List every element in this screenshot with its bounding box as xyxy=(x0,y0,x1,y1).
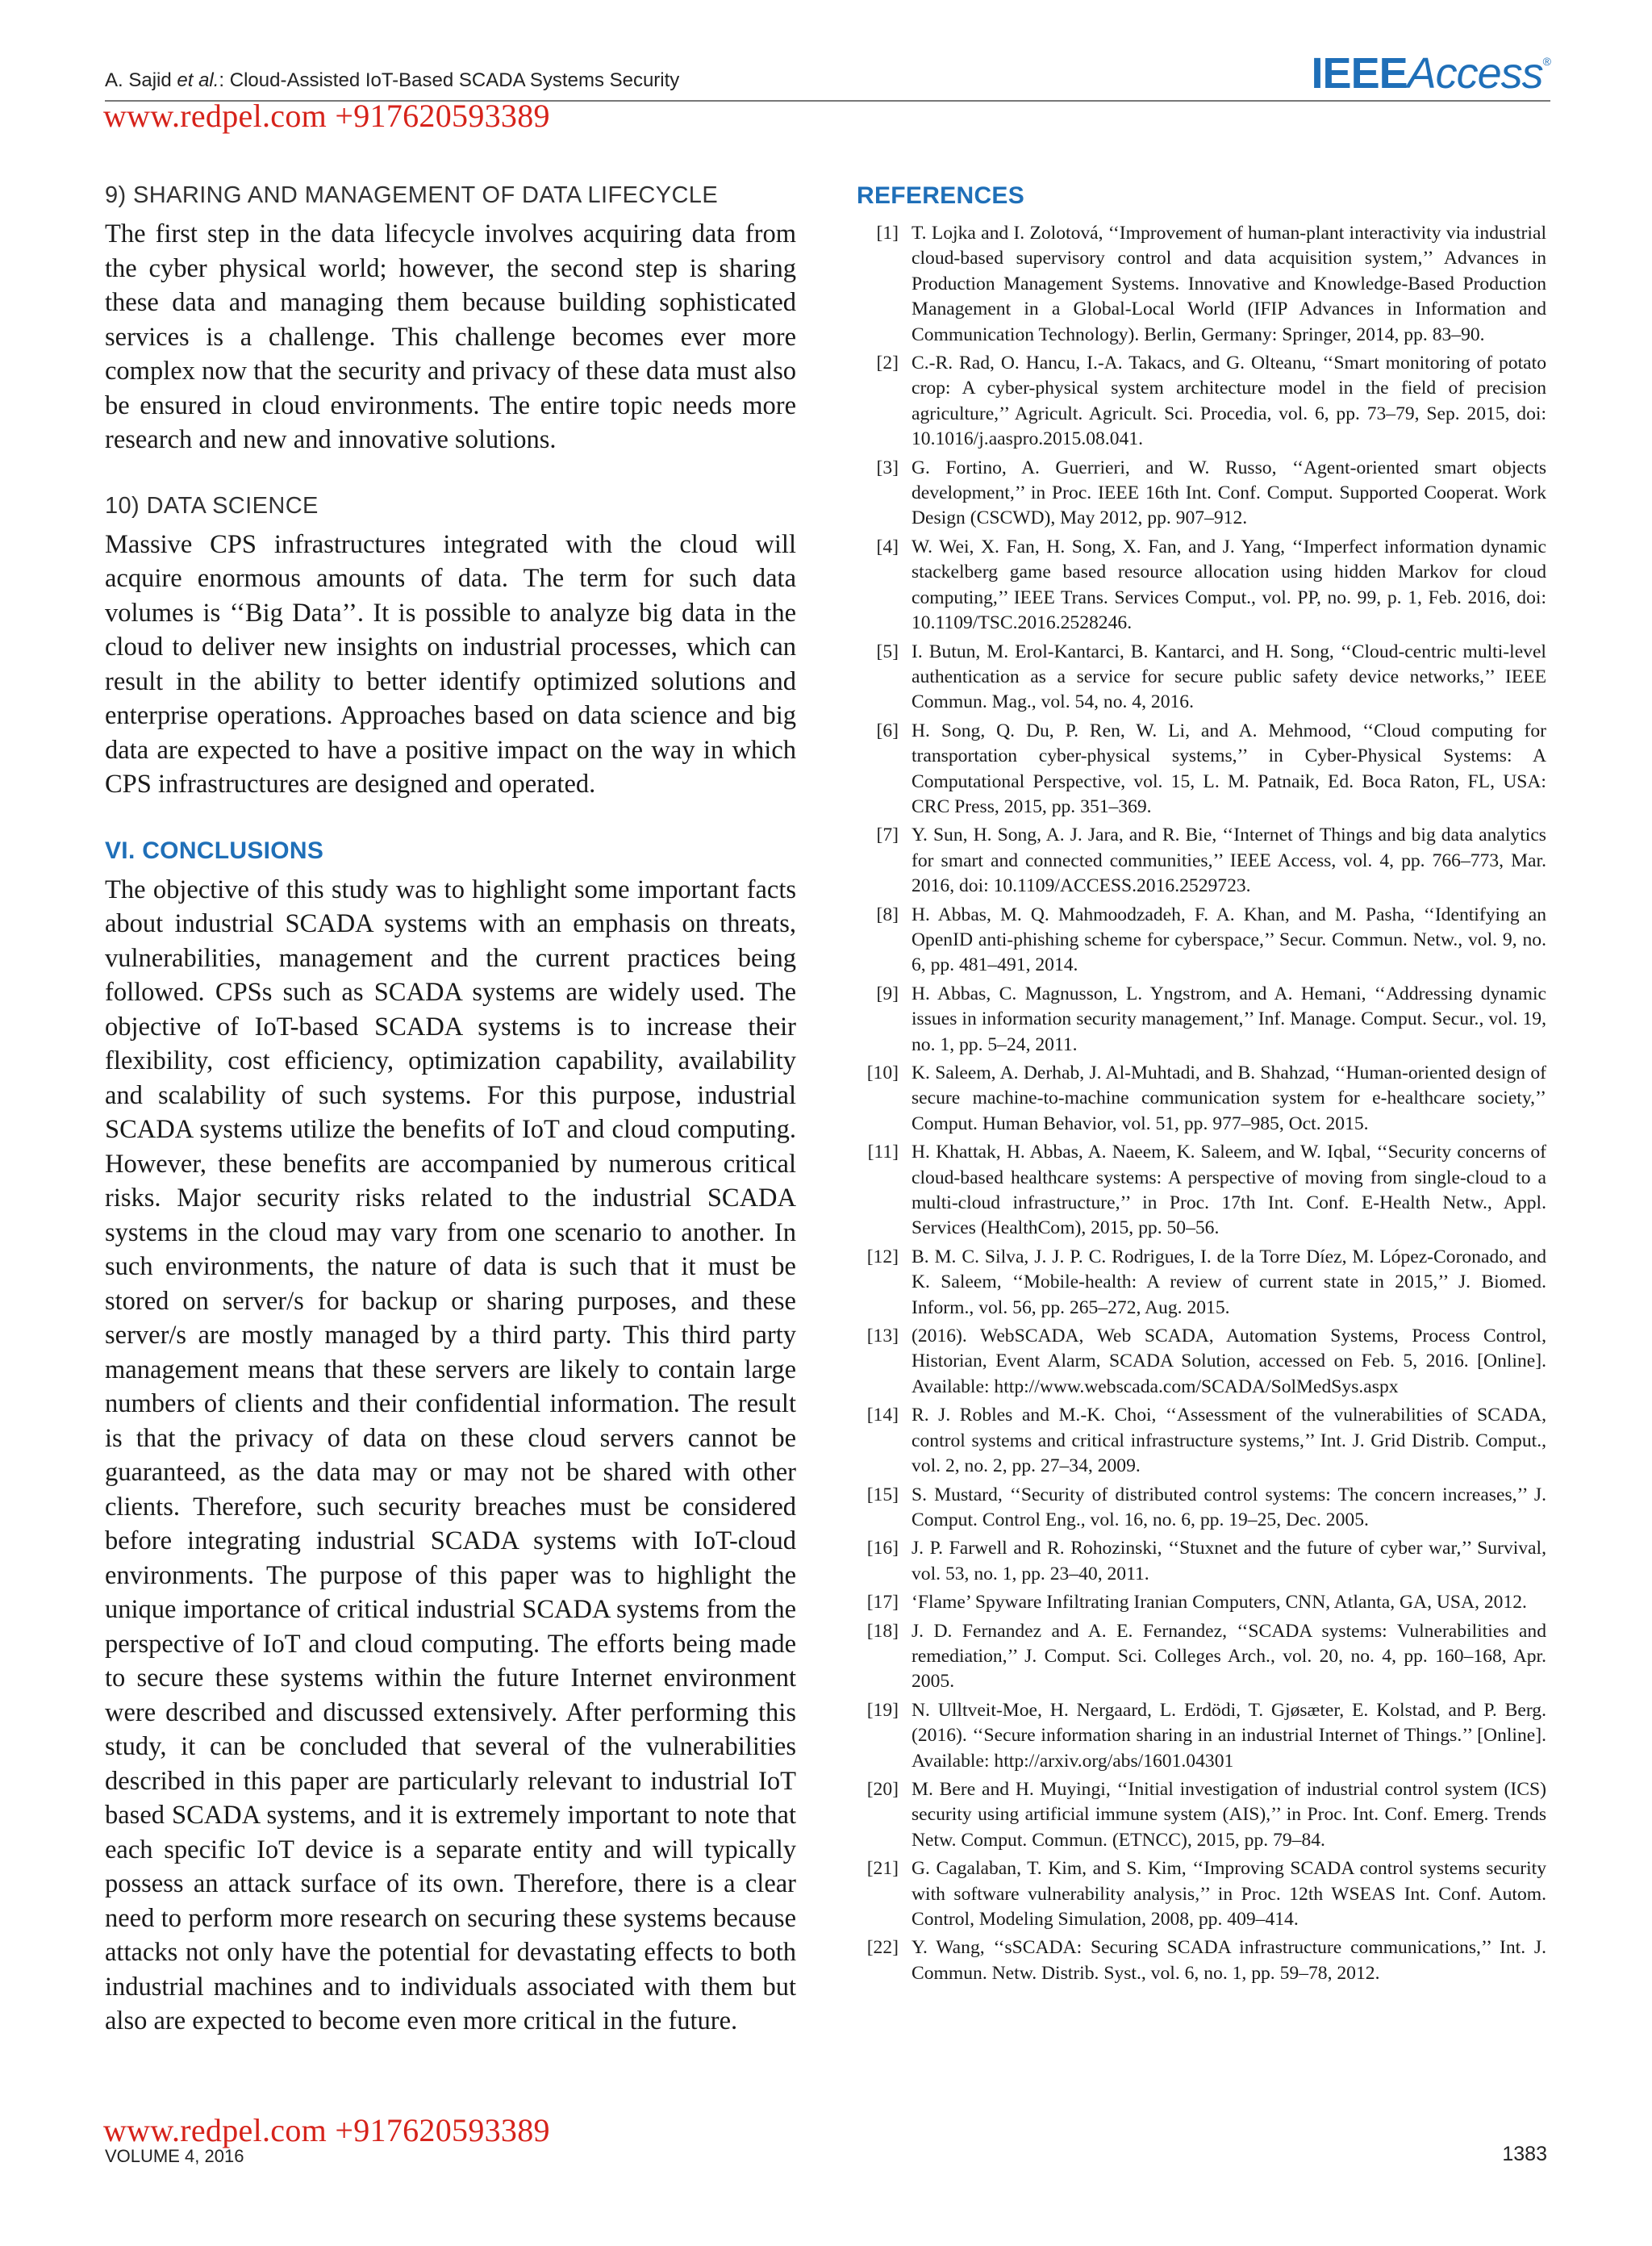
reference-item xyxy=(857,535,1546,637)
conclusions-heading: VI. CONCLUSIONS xyxy=(105,837,324,864)
footer-volume: VOLUME 4, 2016 xyxy=(105,2146,244,2166)
reference-text: K. Saleem, A. Derhab, J. Al-Muhtadi, and B. Shahzad, ‘‘Human-oriented design of secure machine-to-machine communication system for e-healthcare society,’’ Comput. Human Behavior, vol. 51, pp. 977–985, Oct. 2015. xyxy=(912,1062,1546,1134)
reference-text: Y. Wang, ‘‘sSCADA: Securing SCADA infrastructure communications,’’ Int. J. Commun. Netw. Distrib. Syst., vol. 6, no. 1, pp. 59–78, 2012. xyxy=(912,1937,1546,1984)
reference-number: [2] xyxy=(876,353,899,374)
reference-text: I. Butun, M. Erol-Kantarci, B. Kantarci, and H. Song, ‘‘Cloud-centric multi-level authentication as a service for secure public safety device networks,’’ IEEE Commun. Mag., vol. 54, no. 4, 2016. xyxy=(912,641,1546,713)
reference-number: [19] xyxy=(866,1699,899,1721)
reference-text: S. Mustard, ‘‘Security of distributed control systems: The concern increases,’’ J. Comput. Control Eng., vol. 16, no. 6, pp. 19–25, Dec. 2005. xyxy=(912,1484,1546,1530)
reference-item xyxy=(857,1536,1546,1587)
logo-access-text: Access xyxy=(1407,49,1543,98)
reference-item xyxy=(857,1935,1546,1986)
reference-text: T. Lojka and I. Zolotová, ‘‘Improvement of human-plant interactivity via industrial cloud-based supervisory control and data acquisition system,’’ Advances in Production Management Systems. Innovative and Knowledge-Based Production Management in a Global-Local World (IFIP Advances in Information and Communication Technology). Berlin, Germany: Springer, 2014, pp. 83–90. xyxy=(912,223,1546,345)
reference-number: [17] xyxy=(866,1592,899,1614)
reference-item xyxy=(857,1324,1546,1400)
reference-item xyxy=(857,823,1546,899)
reference-item xyxy=(857,1245,1546,1321)
reference-text: N. Ulltveit-Moe, H. Nergaard, L. Erdödi, T. Gjøsæter, E. Kolstad, and P. Berg. (2016). ‘‘Secure information sharing in an industrial Internet of Things.’’ [Online]. Available: http://arxiv.org/abs/1601.04301 xyxy=(912,1699,1546,1772)
left-column xyxy=(105,182,796,2039)
reference-number: [14] xyxy=(866,1405,899,1426)
reference-item xyxy=(857,1483,1546,1534)
ieee-access-logo xyxy=(1312,48,1550,98)
reference-text: (2016). WebSCADA, Web SCADA, Automation Systems, Process Control, Historian, Event Alarm, SCADA Solution, accessed on Feb. 5, 2016. [Online]. Available: http://www.webscada.com/SCADA/SolMedSys.aspx xyxy=(912,1325,1546,1397)
section-10-paragraph: Massive CPS infrastructures integrated with the cloud will acquire enormous amounts of data. The term for such data volumes is ‘‘Big Data’’. It is possible to analyze big data in the cloud to deliver new insights on industrial processes, which can result in the ability to better identify optimized solutions and enterprise operations. Approaches based on data science and big data are expected to have a positive impact on the way in which CPS infrastructures are designed and operated. xyxy=(105,529,796,799)
reference-number: [21] xyxy=(866,1858,899,1880)
reference-number: [5] xyxy=(876,641,899,662)
reference-number: [18] xyxy=(866,1620,899,1642)
reference-item xyxy=(857,1619,1546,1695)
reference-item xyxy=(857,719,1546,820)
header-authors: A. Sajid xyxy=(105,69,177,91)
reference-item xyxy=(857,1856,1546,1932)
conclusions-paragraph: The objective of this study was to highlight some important facts about industrial SCADA systems with an emphasis on threats, vulnerabilities, management and the current practices being followed. CPSs such as SCADA systems are widely used. The objective of IoT-based SCADA systems is to increase their flexibility, cost efficiency, optimization capability, availability and scalability of such systems. For this purpose, industrial SCADA systems utilize the benefits of IoT and cloud computing. However, these benefits are accompanied by numerous critical risks. Major security risks related to the industrial SCADA systems in the cloud may vary from one scenario to another. In such environments, the nature of data is such that it must be stored on server/s for backup or sharing purposes, and these server/s are mostly managed by a third party. This third party management means that these servers are likely to contain large numbers of clients and their confidential information. The result is that the privacy of data on these cloud servers cannot be guaranteed, as the data may or may not be shared with other clients. Therefore, such security breaches must be considered before integrating industrial SCADA systems with IoT-cloud environments. The purpose of this paper was to highlight the unique importance of critical industrial SCADA systems from the perspective of IoT and cloud computing. The efforts being made to secure these systems within the future Internet environment were described and discussed extensively. After performing this study, it can be concluded that several of the vulnerabilities described in this paper are particularly relevant to industrial IoT based SCADA systems, and it is extremely important to note that each specific IoT device is a separate entity and will typically possess an attack surface of its own. Therefore, there is a clear need to perform more research on securing these systems because attacks not only have the potential for devastating effects to both industrial machines and to individuals associated with them but also are expected to become even more critical in the future. xyxy=(105,875,796,2035)
watermark-top: www.redpel.com +917620593389 xyxy=(103,98,550,134)
section-9-paragraph: The first step in the data lifecycle involves acquiring data from the cyber physical world; however, the second step is sharing these data and managing them because building sophisticated services is a challenge. This challenge becomes ever more complex now that the security and privacy of these data must also be ensured in cloud environments. The entire topic needs more research and new and innovative solutions. xyxy=(105,219,796,454)
reference-text: J. P. Farwell and R. Rohozinski, ‘‘Stuxnet and the future of cyber war,’’ Survival, vol. 53, no. 1, pp. 23–40, 2011. xyxy=(912,1538,1546,1584)
reference-number: [3] xyxy=(876,457,899,478)
reference-item xyxy=(857,1698,1546,1774)
logo-registered-mark: ® xyxy=(1542,55,1550,68)
watermark-bottom: www.redpel.com +917620593389 xyxy=(103,2112,550,2148)
reference-item xyxy=(857,1061,1546,1137)
reference-number: [11] xyxy=(867,1142,899,1163)
logo-ieee-text: IEEE xyxy=(1311,49,1408,98)
reference-text: H. Abbas, C. Magnusson, L. Yngstrom, and A. Hemani, ‘‘Addressing dynamic issues in information security management,’’ Inf. Manage. Comput. Secur., vol. 19, no. 1, pp. 5–24, 2011. xyxy=(912,983,1546,1055)
reference-item xyxy=(857,351,1546,453)
header-etal: et al. xyxy=(177,69,219,91)
reference-number: [16] xyxy=(866,1538,899,1559)
reference-item xyxy=(857,456,1546,532)
reference-text: M. Bere and H. Muyingi, ‘‘Initial investigation of industrial control system (ICS) security using artificial immune system (AIS),’’ in Proc. Int. Conf. Emerg. Trends Netw. Comput. Commun. (ETNCC), 2015, pp. 79–84. xyxy=(912,1778,1546,1851)
section-9-heading: 9) SHARING AND MANAGEMENT OF DATA LIFECYCLE xyxy=(105,182,719,208)
reference-text: R. J. Robles and M.-K. Choi, ‘‘Assessment of the vulnerabilities of SCADA, control systems and critical infrastructure systems,’’ Int. J. Grid Distrib. Comput., vol. 2, no. 2, pp. 27–34, 2009. xyxy=(912,1405,1546,1477)
reference-item xyxy=(857,1403,1546,1479)
reference-item xyxy=(857,1590,1546,1615)
reference-text: G. Cagalaban, T. Kim, and S. Kim, ‘‘Improving SCADA control systems security with software vulnerability analysis,’’ in Proc. 12th WSEAS Int. Conf. Autom. Control, Modeling Simulation, 2008, pp. 409–414. xyxy=(912,1858,1546,1930)
reference-number: [22] xyxy=(866,1937,899,1959)
page-number: 1383 xyxy=(1502,2143,1547,2165)
reference-text: H. Abbas, M. Q. Mahmoodzadeh, F. A. Khan, and M. Pasha, ‘‘Identifying an OpenID anti-phishing scheme for cyberspace,’’ Secur. Commun. Netw., vol. 9, no. 6, pp. 481–491, 2014. xyxy=(912,904,1546,976)
reference-text: C.-R. Rad, O. Hancu, I.-A. Takacs, and G. Olteanu, ‘‘Smart monitoring of potato crop: A cyber-physical system architecture model in the field of precision agriculture,’’ Agricult. Agricult. Sci. Procedia, vol. 6, pp. 73–79, Sep. 2015, doi: 10.1016/j.aaspro.2015.08.041. xyxy=(912,353,1546,450)
reference-number: [15] xyxy=(866,1484,899,1505)
reference-number: [8] xyxy=(876,904,899,925)
reference-text: H. Khattak, H. Abbas, A. Naeem, K. Saleem, and W. Iqbal, ‘‘Security concerns of cloud-based healthcare systems: A perspective of moving from single-cloud to a multi-cloud infrastructure,’’ in Proc. 17th Int. Conf. E-Health Netw., Appl. Services (HealthCom), 2015, pp. 50–56. xyxy=(912,1142,1546,1239)
reference-number: [10] xyxy=(866,1062,899,1083)
reference-text: G. Fortino, A. Guerrieri, and W. Russo, ‘‘Agent-oriented smart objects development,’’ in Proc. IEEE 16th Int. Conf. Comput. Supported Cooperat. Work Design (CSCWD), May 2012, pp. 907–912. xyxy=(912,457,1546,529)
references-heading: REFERENCES xyxy=(857,182,1025,209)
right-column xyxy=(857,182,1546,1989)
reference-number: [12] xyxy=(866,1246,899,1267)
header-title: : Cloud-Assisted IoT-Based SCADA Systems Security xyxy=(219,69,680,91)
running-header xyxy=(105,69,679,92)
reference-text: B. M. C. Silva, J. J. P. C. Rodrigues, I. de la Torre Díez, M. López-Coronado, and K. Saleem, ‘‘Mobile-health: A review of current state in 2015,’’ J. Biomed. Inform., vol. 56, pp. 265–272, Aug. 2015. xyxy=(912,1246,1546,1318)
section-10-heading: 10) DATA SCIENCE xyxy=(105,492,319,519)
reference-item xyxy=(857,640,1546,716)
reference-number: [9] xyxy=(876,983,899,1004)
reference-item xyxy=(857,982,1546,1058)
reference-text: J. D. Fernandez and A. E. Fernandez, ‘‘SCADA systems: Vulnerabilities and remediation,’’ J. Comput. Sci. Colleges Arch., vol. 20, no. 4, pp. 160–168, Apr. 2005. xyxy=(912,1620,1546,1693)
reference-number: [4] xyxy=(876,536,899,557)
reference-list xyxy=(857,221,1546,1986)
reference-number: [6] xyxy=(876,720,899,741)
reference-text: Y. Sun, H. Song, A. J. Jara, and R. Bie, ‘‘Internet of Things and big data analytics for smart and connected communities,’’ IEEE Access, vol. 4, pp. 766–773, Mar. 2016, doi: 10.1109/ACCESS.2016.2529723. xyxy=(912,825,1546,897)
reference-item xyxy=(857,903,1546,979)
reference-item xyxy=(857,1777,1546,1853)
reference-number: [13] xyxy=(866,1325,899,1347)
reference-text: H. Song, Q. Du, P. Ren, W. Li, and A. Mehmood, ‘‘Cloud computing for transportation cyber-physical systems,’’ in Cyber-Physical Systems: A Computational Perspective, vol. 15, L. M. Patnaik, Ed. Boca Raton, FL, USA: CRC Press, 2015, pp. 351–369. xyxy=(912,720,1546,817)
reference-item xyxy=(857,221,1546,348)
reference-number: [1] xyxy=(876,223,899,244)
reference-text: W. Wei, X. Fan, H. Song, X. Fan, and J. Yang, ‘‘Imperfect information dynamic stackelberg game based resource allocation using hidden Markov for cloud computing,’’ IEEE Trans. Services Comput., vol. PP, no. 99, p. 1, Feb. 2016, doi: 10.1109/TSC.2016.2528246. xyxy=(912,536,1546,634)
reference-number: [20] xyxy=(866,1778,899,1800)
reference-number: [7] xyxy=(876,825,899,846)
reference-text: ‘Flame’ Spyware Infiltrating Iranian Computers, CNN, Atlanta, GA, USA, 2012. xyxy=(912,1592,1527,1614)
reference-item xyxy=(857,1140,1546,1242)
